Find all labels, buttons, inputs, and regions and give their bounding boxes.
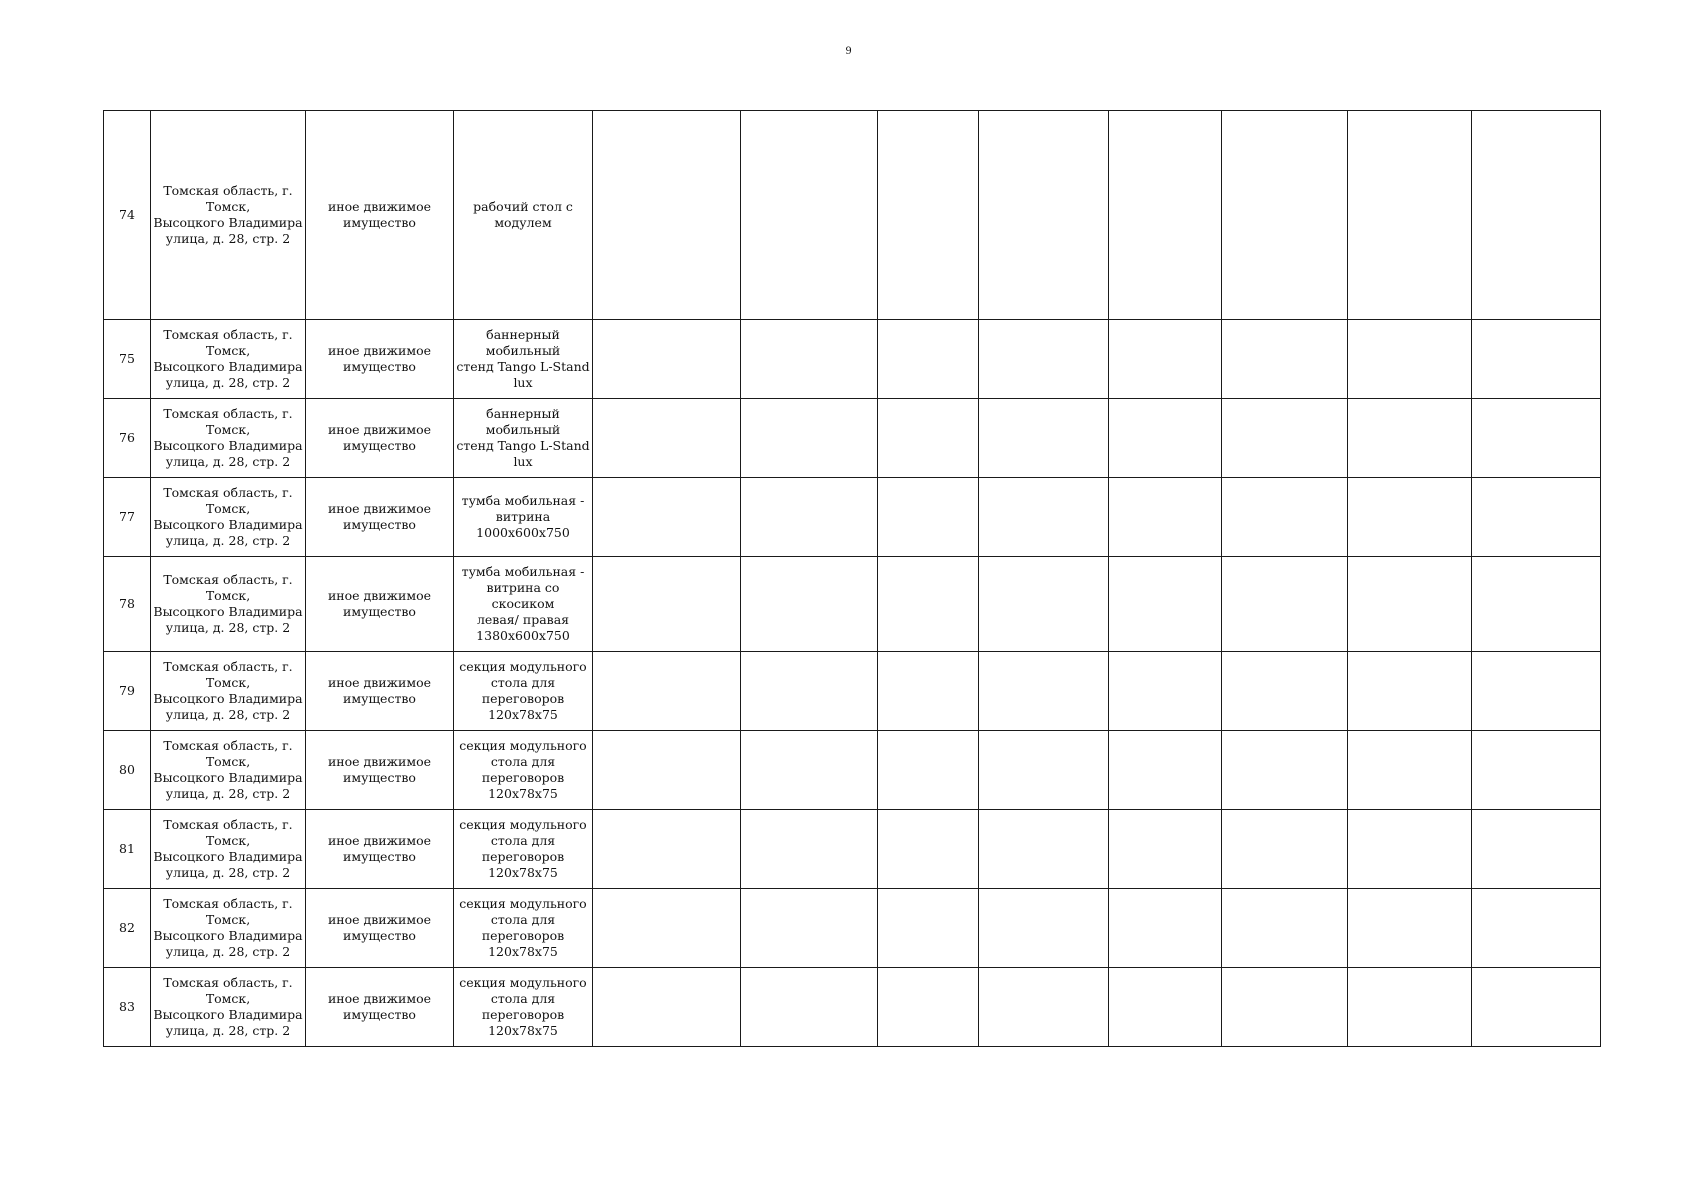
- empty-cell: [741, 968, 878, 1047]
- empty-cell: [1348, 889, 1472, 968]
- empty-cell: [1109, 731, 1222, 810]
- empty-cell: [878, 731, 979, 810]
- empty-cell: [593, 111, 741, 320]
- empty-cell: [741, 320, 878, 399]
- empty-cell: [1348, 810, 1472, 889]
- table-row: [104, 810, 1601, 889]
- empty-cell: [1472, 731, 1601, 810]
- empty-cell: [1472, 968, 1601, 1047]
- address-cell: Томская область, г. Томск, Высоцкого Владимира улица, д. 28, стр. 2: [151, 320, 306, 399]
- empty-cell: [1472, 810, 1601, 889]
- empty-cell: [878, 810, 979, 889]
- empty-cell: [593, 810, 741, 889]
- empty-cell: [1109, 478, 1222, 557]
- empty-cell: [1222, 731, 1348, 810]
- empty-cell: [1348, 111, 1472, 320]
- item-name-cell: тумба мобильная - витрина со скосиком левая/ правая 1380x600x750: [454, 557, 593, 652]
- address-cell: Томская область, г. Томск, Высоцкого Владимира улица, д. 28, стр. 2: [151, 810, 306, 889]
- empty-cell: [741, 111, 878, 320]
- empty-cell: [593, 399, 741, 478]
- empty-cell: [1109, 111, 1222, 320]
- empty-cell: [1222, 399, 1348, 478]
- empty-cell: [1348, 968, 1472, 1047]
- empty-cell: [979, 557, 1109, 652]
- empty-cell: [878, 399, 979, 478]
- table-row: [104, 889, 1601, 968]
- empty-cell: [1472, 320, 1601, 399]
- row-number: 75: [104, 320, 151, 399]
- empty-cell: [878, 320, 979, 399]
- table-row: [104, 968, 1601, 1047]
- empty-cell: [1109, 889, 1222, 968]
- table-row: [104, 478, 1601, 557]
- property-registry-table: [103, 110, 1601, 1047]
- empty-cell: [878, 889, 979, 968]
- empty-cell: [593, 320, 741, 399]
- empty-cell: [1348, 399, 1472, 478]
- row-number: 74: [104, 111, 151, 320]
- empty-cell: [979, 731, 1109, 810]
- empty-cell: [741, 652, 878, 731]
- empty-cell: [593, 731, 741, 810]
- empty-cell: [979, 320, 1109, 399]
- empty-cell: [979, 399, 1109, 478]
- empty-cell: [593, 652, 741, 731]
- row-number: 78: [104, 557, 151, 652]
- address-cell: Томская область, г. Томск, Высоцкого Владимира улица, д. 28, стр. 2: [151, 111, 306, 320]
- empty-cell: [593, 889, 741, 968]
- empty-cell: [1222, 557, 1348, 652]
- property-type-cell: иное движимое имущество: [306, 399, 454, 478]
- empty-cell: [979, 968, 1109, 1047]
- address-cell: Томская область, г. Томск, Высоцкого Владимира улица, д. 28, стр. 2: [151, 731, 306, 810]
- empty-cell: [593, 557, 741, 652]
- empty-cell: [741, 810, 878, 889]
- address-cell: Томская область, г. Томск, Высоцкого Владимира улица, д. 28, стр. 2: [151, 889, 306, 968]
- address-cell: Томская область, г. Томск, Высоцкого Владимира улица, д. 28, стр. 2: [151, 557, 306, 652]
- table-row: [104, 731, 1601, 810]
- item-name-cell: секция модульного стола для переговоров 120x78x75: [454, 810, 593, 889]
- property-type-cell: иное движимое имущество: [306, 478, 454, 557]
- empty-cell: [741, 889, 878, 968]
- empty-cell: [1109, 399, 1222, 478]
- property-type-cell: иное движимое имущество: [306, 320, 454, 399]
- empty-cell: [878, 652, 979, 731]
- empty-cell: [878, 968, 979, 1047]
- empty-cell: [979, 810, 1109, 889]
- item-name-cell: секция модульного стола для переговоров 120x78x75: [454, 731, 593, 810]
- item-name-cell: секция модульного стола для переговоров 120x78x75: [454, 968, 593, 1047]
- table-row: [104, 652, 1601, 731]
- property-type-cell: иное движимое имущество: [306, 731, 454, 810]
- empty-cell: [979, 652, 1109, 731]
- item-name-cell: рабочий стол с модулем: [454, 111, 593, 320]
- empty-cell: [741, 731, 878, 810]
- row-number: 83: [104, 968, 151, 1047]
- empty-cell: [1348, 557, 1472, 652]
- empty-cell: [1472, 478, 1601, 557]
- empty-cell: [1348, 320, 1472, 399]
- table-row: [104, 320, 1601, 399]
- empty-cell: [878, 557, 979, 652]
- empty-cell: [979, 889, 1109, 968]
- property-type-cell: иное движимое имущество: [306, 111, 454, 320]
- empty-cell: [1222, 889, 1348, 968]
- address-cell: Томская область, г. Томск, Высоцкого Владимира улица, д. 28, стр. 2: [151, 652, 306, 731]
- address-cell: Томская область, г. Томск, Высоцкого Владимира улица, д. 28, стр. 2: [151, 478, 306, 557]
- empty-cell: [741, 399, 878, 478]
- empty-cell: [741, 557, 878, 652]
- empty-cell: [1222, 810, 1348, 889]
- empty-cell: [1472, 399, 1601, 478]
- table-row: [104, 399, 1601, 478]
- property-type-cell: иное движимое имущество: [306, 889, 454, 968]
- row-number: 81: [104, 810, 151, 889]
- empty-cell: [1348, 731, 1472, 810]
- empty-cell: [1348, 478, 1472, 557]
- empty-cell: [878, 111, 979, 320]
- empty-cell: [741, 478, 878, 557]
- empty-cell: [878, 478, 979, 557]
- table-row: [104, 111, 1601, 320]
- empty-cell: [979, 478, 1109, 557]
- item-name-cell: секция модульного стола для переговоров 120x78x75: [454, 889, 593, 968]
- empty-cell: [1222, 652, 1348, 731]
- empty-cell: [1222, 478, 1348, 557]
- empty-cell: [1472, 557, 1601, 652]
- row-number: 79: [104, 652, 151, 731]
- property-type-cell: иное движимое имущество: [306, 810, 454, 889]
- empty-cell: [1472, 111, 1601, 320]
- empty-cell: [1109, 320, 1222, 399]
- table-row: [104, 557, 1601, 652]
- item-name-cell: баннерный мобильный стенд Tango L-Stand lux: [454, 399, 593, 478]
- empty-cell: [1109, 652, 1222, 731]
- empty-cell: [1472, 889, 1601, 968]
- empty-cell: [1109, 968, 1222, 1047]
- property-type-cell: иное движимое имущество: [306, 968, 454, 1047]
- row-number: 80: [104, 731, 151, 810]
- empty-cell: [1222, 320, 1348, 399]
- property-type-cell: иное движимое имущество: [306, 557, 454, 652]
- empty-cell: [593, 968, 741, 1047]
- item-name-cell: секция модульного стола для переговоров 120x78x75: [454, 652, 593, 731]
- address-cell: Томская область, г. Томск, Высоцкого Владимира улица, д. 28, стр. 2: [151, 399, 306, 478]
- empty-cell: [979, 111, 1109, 320]
- empty-cell: [1222, 968, 1348, 1047]
- row-number: 82: [104, 889, 151, 968]
- empty-cell: [1222, 111, 1348, 320]
- empty-cell: [1348, 652, 1472, 731]
- address-cell: Томская область, г. Томск, Высоцкого Владимира улица, д. 28, стр. 2: [151, 968, 306, 1047]
- page-number: 9: [845, 46, 852, 57]
- row-number: 77: [104, 478, 151, 557]
- property-type-cell: иное движимое имущество: [306, 652, 454, 731]
- item-name-cell: баннерный мобильный стенд Tango L-Stand lux: [454, 320, 593, 399]
- row-number: 76: [104, 399, 151, 478]
- empty-cell: [1109, 557, 1222, 652]
- item-name-cell: тумба мобильная - витрина 1000x600x750: [454, 478, 593, 557]
- empty-cell: [1472, 652, 1601, 731]
- empty-cell: [1109, 810, 1222, 889]
- empty-cell: [593, 478, 741, 557]
